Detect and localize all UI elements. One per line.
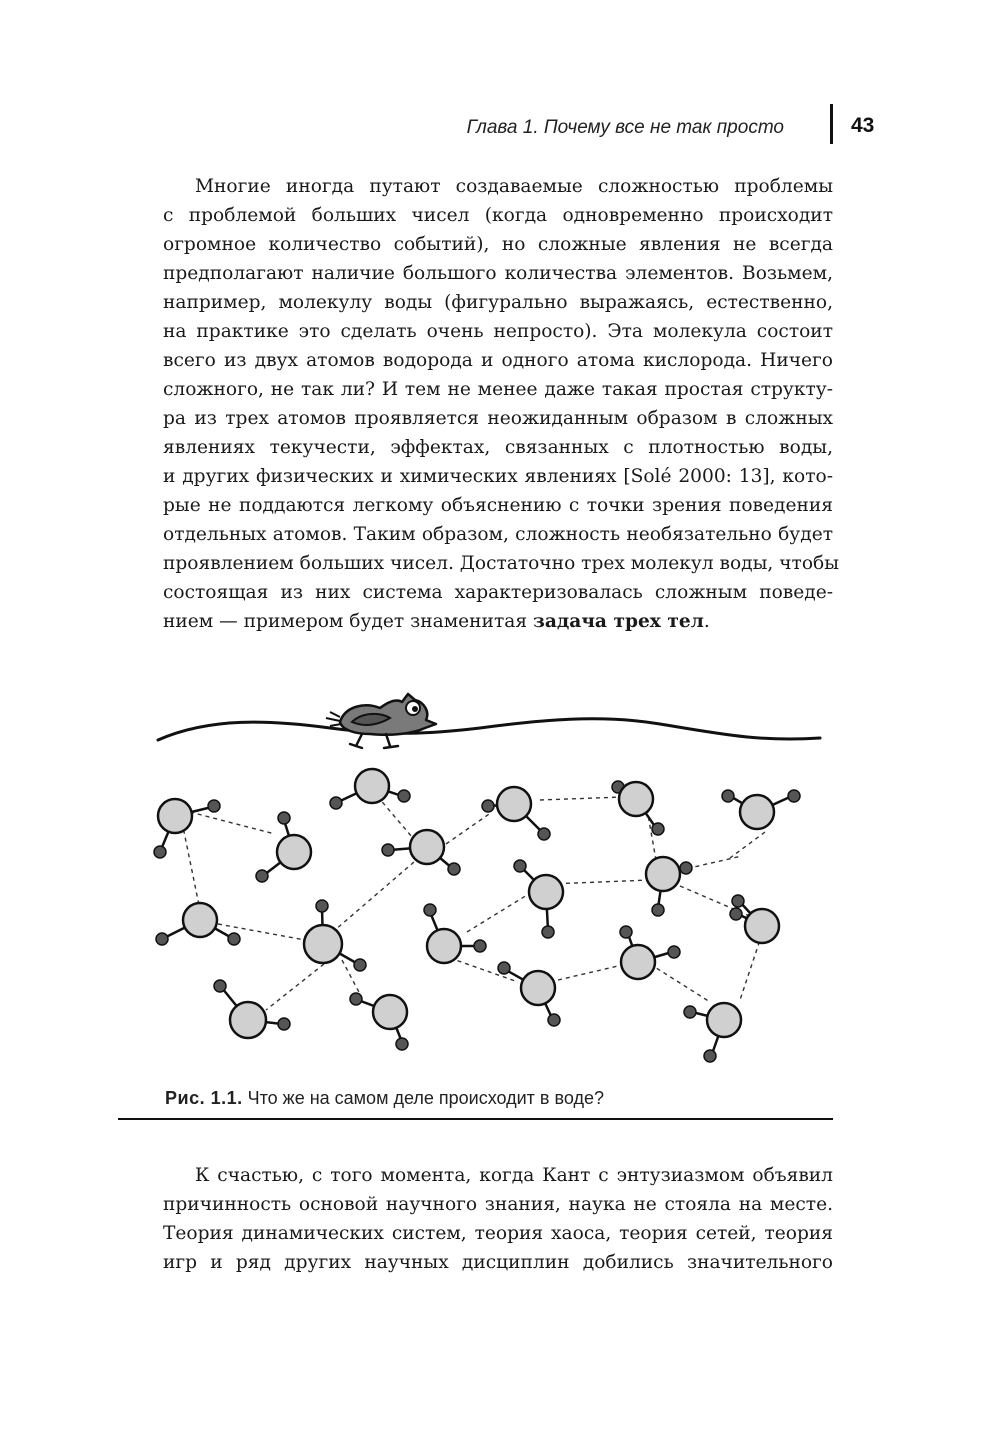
- water-molecule: [730, 895, 779, 943]
- caption-divider: [118, 1118, 833, 1120]
- text-line: всего из двух атомов водорода и одного атома кислорода. Ничего: [163, 350, 833, 371]
- water-molecule: [256, 812, 311, 882]
- figure-caption: [165, 1088, 604, 1109]
- text-segment: .: [703, 611, 710, 632]
- text-line-final: [163, 607, 833, 636]
- running-head: [0, 112, 992, 152]
- text-line: Теория динамических систем, теория хаоса, теория сетей, теория: [163, 1223, 833, 1244]
- water-molecule: [514, 860, 563, 938]
- page-number: 43: [851, 114, 875, 137]
- text-line: ра из трех атомов проявляется неожиданным образом в сложных: [163, 408, 833, 429]
- text-line: К счастью, с того момента, когда Кант с энтузиазмом объявил: [195, 1165, 833, 1186]
- text-line: рые не поддаются легкому объяснению с точки зрения поведения: [163, 495, 833, 516]
- hydrogen-bonds: [182, 790, 765, 1010]
- text-segment: нием — примером будет знаменитая: [163, 611, 533, 632]
- text-line: с проблемой больших чисел (когда одновременно происходит: [163, 205, 833, 226]
- caption-text: Что же на самом деле происходит в воде?: [242, 1088, 604, 1108]
- text-line: и других физических и химических явлениях [Solé 2000: 13], кото-: [163, 466, 833, 487]
- water-molecule: [424, 904, 486, 963]
- chapter-title: Глава 1. Почему все не так просто: [466, 117, 784, 138]
- text-line: например, молекулу воды (фигурально выражаясь, естественно,: [163, 292, 833, 313]
- water-molecule: [620, 926, 680, 979]
- water-molecule: [382, 830, 460, 875]
- text-line: огромное количество событий), но сложные явления не всегда: [163, 234, 833, 255]
- duck-illustration: [326, 694, 436, 748]
- paragraph-2: [163, 1161, 833, 1277]
- text-line: Многие иногда путают создаваемые сложностью проблемы: [195, 176, 833, 197]
- water-molecule: [684, 1003, 741, 1062]
- text-line: причинность основой научного знания, наука не стояла на месте.: [163, 1194, 833, 1215]
- caption-label: Рис. 1.1.: [165, 1088, 243, 1108]
- water-molecule: [350, 993, 408, 1050]
- text-line: на практике это сделать очень непросто). Эта молекула состоит: [163, 321, 833, 342]
- text-line: игр и ряд других научных дисциплин добились значительного: [163, 1252, 833, 1273]
- header-divider: [830, 104, 833, 144]
- text-line: отдельных атомов. Таким образом, сложность необязательно будет: [163, 524, 833, 545]
- text-line: состоящая из них система характеризовалась сложным поведе-: [163, 582, 833, 603]
- water-molecule: [482, 787, 550, 840]
- water-molecule: [214, 980, 290, 1038]
- water-molecule: [722, 790, 800, 829]
- bold-term: задача трех тел: [532, 611, 704, 632]
- text-line: сложного, не так ли? И тем не менее даже такая простая структу-: [163, 379, 833, 400]
- water-molecule: [612, 781, 664, 835]
- water-molecule: [498, 962, 560, 1026]
- text-line: проявлением больших чисел. Достаточно трех молекул воды, чтобы: [163, 553, 840, 574]
- text-line: явлениях текучести, эффектах, связанных с плотностью воды,: [163, 437, 833, 458]
- water-molecule: [156, 903, 240, 945]
- water-surface-line: [158, 719, 820, 740]
- text-line: предполагают наличие большого количества элементов. Возьмем,: [163, 263, 833, 284]
- water-molecule: [330, 769, 410, 809]
- water-molecules-figure: [140, 672, 840, 1072]
- paragraph-1: [163, 172, 840, 636]
- water-molecule: [646, 857, 692, 916]
